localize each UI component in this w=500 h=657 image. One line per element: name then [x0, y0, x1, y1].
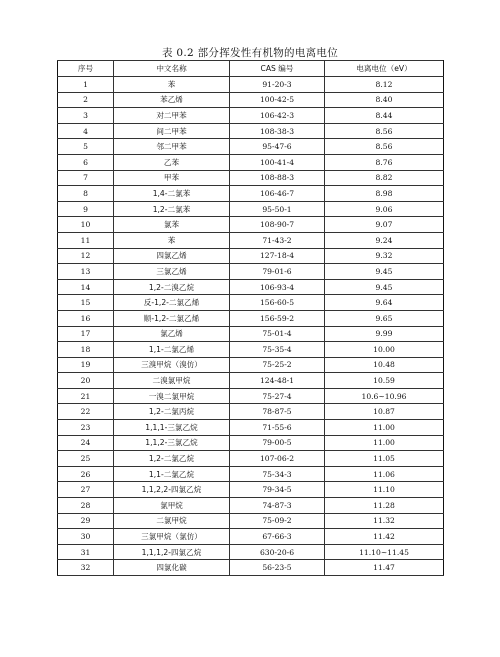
table-row: [58, 326, 444, 342]
cell-cas-number: 127-18-4: [230, 248, 325, 264]
cell-cas-number: 79-00-5: [230, 435, 325, 451]
cell-index: 31: [58, 544, 114, 560]
cell-index: 21: [58, 388, 114, 404]
cell-cas-number: 95-47-6: [230, 139, 325, 155]
table-row: [58, 529, 444, 545]
cell-ionization-potential: 11.42: [325, 529, 444, 545]
cell-index: 3: [58, 108, 114, 124]
cell-cas-number: 75-35-4: [230, 342, 325, 358]
table-row: [58, 232, 444, 248]
header-cas-number: CAS 编号: [230, 61, 325, 77]
cell-cas-number: 79-01-6: [230, 264, 325, 280]
cell-cas-number: 108-90-7: [230, 217, 325, 233]
table-row: [58, 373, 444, 389]
cell-cas-number: 67-66-3: [230, 529, 325, 545]
cell-ionization-potential: 8.82: [325, 170, 444, 186]
cell-cas-number: 124-48-1: [230, 373, 325, 389]
table-row: [58, 92, 444, 108]
cell-chinese-name: 1,4-二氯苯: [114, 186, 230, 202]
cell-cas-number: 75-34-3: [230, 466, 325, 482]
cell-ionization-potential: 11.00: [325, 435, 444, 451]
cell-index: 10: [58, 217, 114, 233]
header-row: [58, 61, 444, 77]
table-row: [58, 435, 444, 451]
cell-ionization-potential: 11.47: [325, 560, 444, 576]
cell-index: 26: [58, 466, 114, 482]
cell-cas-number: 108-88-3: [230, 170, 325, 186]
cell-index: 8: [58, 186, 114, 202]
cell-cas-number: 56-23-5: [230, 560, 325, 576]
cell-ionization-potential: 11.10~11.45: [325, 544, 444, 560]
cell-index: 23: [58, 420, 114, 436]
cell-ionization-potential: 11.00: [325, 420, 444, 436]
cell-chinese-name: 对二甲苯: [114, 108, 230, 124]
header-ionization-potential: 电离电位（eV）: [325, 61, 444, 77]
table-row: [58, 77, 444, 93]
cell-index: 1: [58, 77, 114, 93]
cell-ionization-potential: 8.98: [325, 186, 444, 202]
cell-index: 4: [58, 123, 114, 139]
cell-ionization-potential: 8.40: [325, 92, 444, 108]
cell-chinese-name: 二氯甲烷: [114, 513, 230, 529]
cell-ionization-potential: 9.32: [325, 248, 444, 264]
cell-ionization-potential: 8.56: [325, 123, 444, 139]
cell-chinese-name: 三溴甲烷（溴仿）: [114, 357, 230, 373]
cell-index: 11: [58, 232, 114, 248]
table-row: [58, 482, 444, 498]
cell-ionization-potential: 9.65: [325, 310, 444, 326]
cell-chinese-name: 一溴二氯甲烷: [114, 388, 230, 404]
cell-chinese-name: 1,1,2-三氯乙烷: [114, 435, 230, 451]
table-row: [58, 170, 444, 186]
cell-cas-number: 156-60-5: [230, 295, 325, 311]
cell-cas-number: 75-09-2: [230, 513, 325, 529]
cell-cas-number: 79-34-5: [230, 482, 325, 498]
cell-chinese-name: 1,1,2,2-四氯乙烷: [114, 482, 230, 498]
table-row: [58, 154, 444, 170]
cell-ionization-potential: 10.48: [325, 357, 444, 373]
cell-index: 24: [58, 435, 114, 451]
cell-chinese-name: 顺-1,2-二氯乙烯: [114, 310, 230, 326]
cell-ionization-potential: 8.56: [325, 139, 444, 155]
cell-index: 15: [58, 295, 114, 311]
cell-ionization-potential: 10.6~10.96: [325, 388, 444, 404]
cell-cas-number: 100-41-4: [230, 154, 325, 170]
ionization-potential-table: [57, 60, 444, 576]
table-header: [58, 61, 444, 77]
cell-index: 13: [58, 264, 114, 280]
cell-cas-number: 106-93-4: [230, 279, 325, 295]
cell-cas-number: 74-87-3: [230, 498, 325, 514]
cell-chinese-name: 氯乙烯: [114, 326, 230, 342]
table-row: [58, 279, 444, 295]
table-caption: 表 0.2 部分挥发性有机物的电离电位: [161, 47, 339, 59]
cell-cas-number: 78-87-5: [230, 404, 325, 420]
cell-chinese-name: 甲苯: [114, 170, 230, 186]
cell-chinese-name: 二溴氯甲烷: [114, 373, 230, 389]
cell-ionization-potential: 9.06: [325, 201, 444, 217]
cell-ionization-potential: 8.76: [325, 154, 444, 170]
cell-ionization-potential: 9.64: [325, 295, 444, 311]
cell-chinese-name: 氯甲烷: [114, 498, 230, 514]
cell-cas-number: 100-42-5: [230, 92, 325, 108]
table-row: [58, 388, 444, 404]
cell-chinese-name: 乙苯: [114, 154, 230, 170]
cell-cas-number: 156-59-2: [230, 310, 325, 326]
cell-index: 32: [58, 560, 114, 576]
cell-index: 17: [58, 326, 114, 342]
cell-ionization-potential: 10.00: [325, 342, 444, 358]
cell-index: 18: [58, 342, 114, 358]
cell-cas-number: 91-20-3: [230, 77, 325, 93]
cell-chinese-name: 三氯甲烷（氯仿）: [114, 529, 230, 545]
cell-chinese-name: 苯: [114, 77, 230, 93]
cell-index: 27: [58, 482, 114, 498]
cell-cas-number: 75-25-2: [230, 357, 325, 373]
table-row: [58, 217, 444, 233]
cell-ionization-potential: 9.24: [325, 232, 444, 248]
cell-ionization-potential: 9.45: [325, 264, 444, 280]
table-row: [58, 357, 444, 373]
cell-chinese-name: 苯: [114, 232, 230, 248]
cell-chinese-name: 1,2-二氯苯: [114, 201, 230, 217]
cell-chinese-name: 1,1,1,2-四氯乙烷: [114, 544, 230, 560]
cell-ionization-potential: 10.59: [325, 373, 444, 389]
cell-ionization-potential: 11.32: [325, 513, 444, 529]
cell-chinese-name: 1,1-二氯乙烯: [114, 342, 230, 358]
cell-chinese-name: 间二甲苯: [114, 123, 230, 139]
cell-cas-number: 75-01-4: [230, 326, 325, 342]
cell-ionization-potential: 9.45: [325, 279, 444, 295]
cell-index: 2: [58, 92, 114, 108]
cell-index: 14: [58, 279, 114, 295]
table-body: [58, 77, 444, 576]
cell-cas-number: 71-55-6: [230, 420, 325, 436]
cell-index: 6: [58, 154, 114, 170]
table-row: [58, 123, 444, 139]
cell-index: 9: [58, 201, 114, 217]
cell-index: 7: [58, 170, 114, 186]
cell-chinese-name: 苯乙烯: [114, 92, 230, 108]
cell-ionization-potential: 10.87: [325, 404, 444, 420]
cell-ionization-potential: 11.05: [325, 451, 444, 467]
table-row: [58, 264, 444, 280]
cell-index: 16: [58, 310, 114, 326]
cell-cas-number: 106-46-7: [230, 186, 325, 202]
cell-index: 19: [58, 357, 114, 373]
cell-cas-number: 107-06-2: [230, 451, 325, 467]
table-row: [58, 139, 444, 155]
cell-chinese-name: 1,1,1-三氯乙烷: [114, 420, 230, 436]
cell-index: 20: [58, 373, 114, 389]
cell-chinese-name: 1,1-二氯乙烷: [114, 466, 230, 482]
table-row: [58, 310, 444, 326]
cell-chinese-name: 四氯乙烯: [114, 248, 230, 264]
cell-index: 5: [58, 139, 114, 155]
cell-ionization-potential: 8.12: [325, 77, 444, 93]
cell-cas-number: 71-43-2: [230, 232, 325, 248]
cell-index: 25: [58, 451, 114, 467]
cell-ionization-potential: 8.44: [325, 108, 444, 124]
cell-cas-number: 108-38-3: [230, 123, 325, 139]
table-row: [58, 466, 444, 482]
cell-chinese-name: 四氯化碳: [114, 560, 230, 576]
cell-cas-number: 95-50-1: [230, 201, 325, 217]
table-row: [58, 498, 444, 514]
cell-cas-number: 630-20-6: [230, 544, 325, 560]
cell-ionization-potential: 9.07: [325, 217, 444, 233]
header-chinese-name: 中文名称: [114, 61, 230, 77]
cell-ionization-potential: 11.28: [325, 498, 444, 514]
cell-chinese-name: 反-1,2-二氯乙烯: [114, 295, 230, 311]
table-row: [58, 420, 444, 436]
cell-ionization-potential: 11.06: [325, 466, 444, 482]
cell-chinese-name: 1,2-二氯丙烷: [114, 404, 230, 420]
cell-chinese-name: 三氯乙烯: [114, 264, 230, 280]
cell-chinese-name: 1,2-二氯乙烷: [114, 451, 230, 467]
cell-chinese-name: 1,2-二溴乙烷: [114, 279, 230, 295]
cell-ionization-potential: 11.10: [325, 482, 444, 498]
cell-index: 29: [58, 513, 114, 529]
cell-index: 12: [58, 248, 114, 264]
cell-cas-number: 106-42-3: [230, 108, 325, 124]
header-index: 序号: [58, 61, 114, 77]
table-row: [58, 108, 444, 124]
table-row: [58, 513, 444, 529]
table-row: [58, 342, 444, 358]
table-row: [58, 451, 444, 467]
cell-chinese-name: 邻二甲苯: [114, 139, 230, 155]
cell-index: 28: [58, 498, 114, 514]
table-row: [58, 201, 444, 217]
table-row: [58, 186, 444, 202]
cell-ionization-potential: 9.99: [325, 326, 444, 342]
cell-index: 22: [58, 404, 114, 420]
table-row: [58, 404, 444, 420]
table-row: [58, 248, 444, 264]
table-row: [58, 295, 444, 311]
table-row: [58, 544, 444, 560]
cell-index: 30: [58, 529, 114, 545]
cell-chinese-name: 氯苯: [114, 217, 230, 233]
table-row: [58, 560, 444, 576]
cell-cas-number: 75-27-4: [230, 388, 325, 404]
